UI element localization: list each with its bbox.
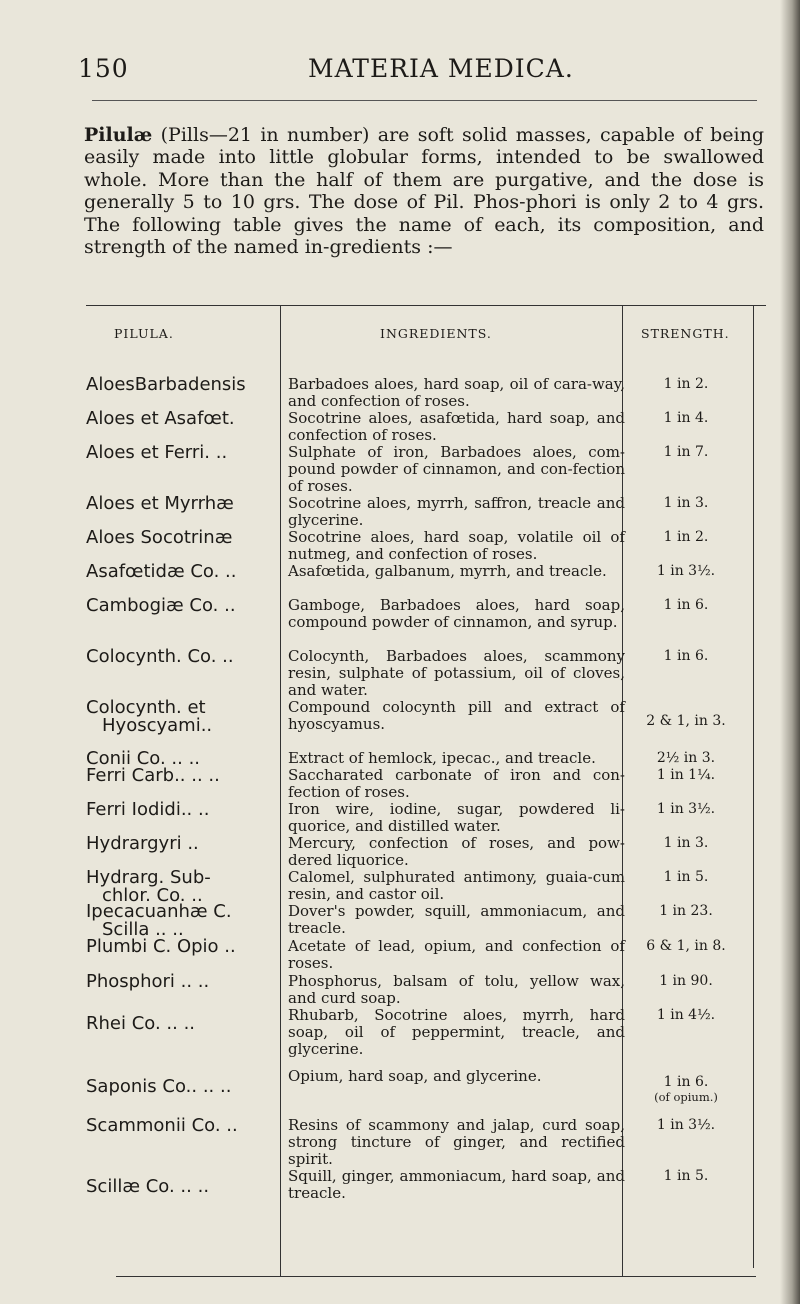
ingredients-cell: Compound colocynth pill and extract of hyoscyamus. [288, 698, 625, 733]
ingredients-cell: Colocynth, Barbadoes aloes, scammony resin, sulphate of potassium, oil of cloves, and water. [288, 647, 625, 699]
intro-paragraph [84, 124, 764, 258]
strength-cell: 1 in 3½. [656, 563, 716, 579]
pilula-name [86, 869, 276, 905]
ingredients-cell: Barbadoes aloes, hard soap, oil of cara-way, and confection of roses. [288, 375, 625, 410]
pilula-name-line1: Ipecacuanhæ C. [86, 901, 232, 922]
strength-cell: 2 & 1, in 3. [646, 713, 726, 729]
pilula-name: Colocynth. Co. .. [86, 646, 234, 667]
ingredients-cell: Squill, ginger, ammoniacum, hard soap, and treacle. [288, 1167, 625, 1202]
pilula-name-line2: Scilla .. .. [102, 919, 184, 940]
ingredients-cell: Socotrine aloes, hard soap, volatile oil of nutmeg, and confection of roses. [288, 528, 625, 563]
strength-cell: 1 in 6. [663, 648, 709, 664]
pilula-name: Scillæ Co. .. .. [86, 1176, 210, 1197]
pilula-name: Ferri Carb.. .. .. [86, 765, 220, 786]
pilula-name: Rhei Co. .. .. [86, 1013, 196, 1034]
pilula-name: AloesBarbadensis [86, 374, 246, 395]
ingredients-cell: Resins of scammony and jalap, curd soap, strong tincture of ginger, and rectified spirit. [288, 1116, 625, 1168]
ingredients-cell: Rhubarb, Socotrine aloes, myrrh, hard soap, oil of peppermint, treacle, and glycerine. [288, 1006, 625, 1058]
strength-cell: 1 in 5. [663, 1168, 709, 1184]
ingredients-cell: Phosphorus, balsam of tolu, yellow wax, and curd soap. [288, 972, 625, 1007]
strength-cell: 1 in 23. [659, 903, 713, 919]
strength-cell: 1 in 4½. [656, 1007, 716, 1023]
strength-cell: 1 in 3½. [656, 801, 716, 817]
strength-cell: 1 in 5. [663, 869, 709, 885]
strength-cell: 1 in 7. [663, 444, 709, 460]
strength-cell: 6 & 1, in 8. [646, 938, 726, 954]
strength-cell: 2½ in 3. [656, 750, 716, 766]
pilula-name: Scammonii Co. .. [86, 1115, 238, 1136]
pilula-name: Aloes et Myrrhæ [86, 493, 234, 514]
page-edge-shadow [780, 0, 800, 1304]
pilula-name: Plumbi C. Opio .. [86, 936, 236, 957]
strength-cell: 1 in 6. [663, 597, 709, 613]
ingredients-cell: Extract of hemlock, ipecac., and treacle. [288, 749, 596, 767]
pilula-name-line2: Hyoscyami.. [102, 715, 213, 736]
strength-cell: 1 in 3. [663, 835, 709, 851]
ingredients-cell: Opium, hard soap, and glycerine. [288, 1067, 542, 1085]
ingredients-cell: Calomel, sulphurated antimony, guaia-cum resin, and castor oil. [288, 868, 625, 903]
strength-value: 1 in 6. [663, 1074, 709, 1090]
ingredients-cell: Mercury, confection of roses, and pow-dered liquorice. [288, 834, 625, 869]
pilula-name-line1: Colocynth. et [86, 697, 206, 718]
ingredients-cell: Socotrine aloes, myrrh, saffron, treacle and glycerine. [288, 494, 625, 529]
strength-cell [626, 1074, 746, 1104]
pilula-name: Phosphori .. .. [86, 971, 210, 992]
strength-cell: 1 in 90. [659, 973, 713, 989]
pilula-name: Asafœtidæ Co. .. [86, 561, 237, 582]
pilula-name: Aloes et Ferri. .. [86, 442, 228, 463]
ingredients-cell: Gamboge, Barbadoes aloes, hard soap, compound powder of cinnamon, and syrup. [288, 596, 625, 631]
pilula-name: Saponis Co.. .. .. [86, 1076, 232, 1097]
ingredients-cell: Saccharated carbonate of iron and con-fection of roses. [288, 766, 625, 801]
ingredients-cell: Dover's powder, squill, ammoniacum, and treacle. [288, 902, 625, 937]
strength-cell: 1 in 2. [663, 376, 709, 392]
strength-note: (of opium.) [654, 1090, 718, 1104]
strength-cell: 1 in 3½. [656, 1117, 716, 1133]
header-rule [92, 100, 757, 101]
column-divider-1 [280, 306, 281, 1276]
column-divider-3 [753, 306, 754, 1268]
page-header [78, 54, 768, 88]
pilula-name: Hydrargyri .. [86, 833, 199, 854]
strength-cell: 1 in 3. [663, 495, 709, 511]
pilula-name [86, 903, 276, 939]
strength-cell: 1 in 4. [663, 410, 709, 426]
page-number: 150 [78, 54, 129, 83]
header-strength: STRENGTH. [641, 326, 730, 341]
table-bottom-rule [116, 1276, 756, 1277]
pilula-name: Aloes Socotrinæ [86, 527, 233, 548]
pilula-name [86, 699, 276, 735]
pills-table [86, 305, 766, 1276]
ingredients-cell: Iron wire, iodine, sugar, powdered li-quorice, and distilled water. [288, 800, 625, 835]
header-ingredients: INGREDIENTS. [380, 326, 492, 341]
pilula-name-line1: Hydrarg. Sub- [86, 867, 211, 888]
strength-cell: 1 in 2. [663, 529, 709, 545]
running-title: MATERIA MEDICA. [308, 54, 574, 83]
ingredients-cell: Socotrine aloes, asafœtida, hard soap, and confection of roses. [288, 409, 625, 444]
pilula-name-line2: chlor. Co. .. [102, 885, 203, 906]
pilula-name: Ferri Iodidi.. .. [86, 799, 210, 820]
ingredients-cell: Asafœtida, galbanum, myrrh, and treacle. [288, 562, 607, 580]
ingredients-cell: Sulphate of iron, Barbadoes aloes, com-pound powder of cinnamon, and con-fection of roses. [288, 443, 625, 495]
intro-lead: Pilulæ [84, 124, 153, 146]
ingredients-cell: Acetate of lead, opium, and confection of roses. [288, 937, 625, 972]
strength-cell: 1 in 1¼. [656, 767, 716, 783]
header-pilula: PILULA. [114, 326, 174, 341]
pilula-name: Conii Co. .. .. [86, 748, 201, 769]
intro-text: (Pills—21 in number) are soft solid masses, capable of being easily made into little globular forms, intended to be swallowed whole. More than the half of them are purgative, and the dose is generally 5 to 10 grs. The dose of Pil. Phos-phori is only 2 to 4 grs. The following table gives the name of each, its composition, and strength of the named in-gredients :— [84, 124, 765, 259]
pilula-name: Cambogiæ Co. .. [86, 595, 236, 616]
pilula-name: Aloes et Asafœt. [86, 408, 235, 429]
